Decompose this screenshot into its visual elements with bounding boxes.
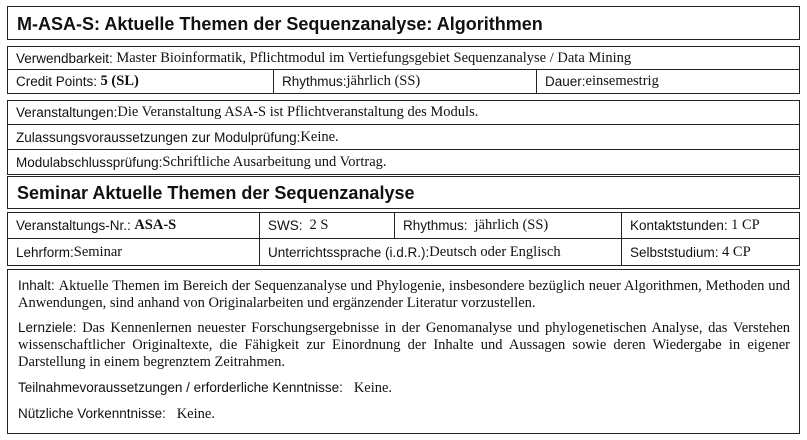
- selbststudium-label: Selbststudium:: [630, 244, 719, 260]
- inhalt-value: Aktuelle Themen im Bereich der Sequenzanalyse und Phylogenie, insbesondere bezüglich neuer Algorithmen, Methoden und Anwendungen, sind anhand von Originalarbeiten und ergänzender Literatur vorzustellen.: [18, 278, 790, 311]
- veranstaltungs-nr-cell: [8, 213, 259, 238]
- lernziele-paragraph: [18, 319, 790, 371]
- teilnahme-paragraph: [18, 379, 790, 397]
- kontaktstunden-label: Kontaktstunden:: [630, 218, 728, 233]
- sws-label: SWS:: [268, 218, 303, 233]
- lernziele-label: Lernziele:: [18, 320, 77, 335]
- unterrichtssprache-cell: [259, 239, 621, 265]
- module-header: [7, 6, 800, 40]
- zulassung-row: [7, 125, 800, 150]
- abschluss-value: Schriftliche Ausarbeitung und Vortrag.: [162, 153, 387, 170]
- sws-value: 2 S: [309, 217, 329, 233]
- verwendbarkeit-row: [7, 46, 800, 70]
- zulassung-value: Keine.: [300, 128, 339, 145]
- abschluss-cell: [8, 150, 799, 174]
- selbststudium-cell: [621, 239, 799, 265]
- teilnahme-label: Teilnahmevoraussetzungen / erforderliche Kenntnisse:: [18, 380, 343, 395]
- teilnahme-value: Keine.: [353, 380, 393, 396]
- seminar-rhythmus-cell: [394, 213, 621, 238]
- dauer-cell: [536, 70, 799, 93]
- abschluss-row: [7, 150, 800, 175]
- lehrform-value: Seminar: [73, 243, 123, 260]
- verwendbarkeit-label: Verwendbarkeit:: [16, 50, 113, 66]
- credit-points-value: 5 (SL): [100, 73, 139, 89]
- veranstaltungs-nr-value: ASA-S: [134, 217, 177, 233]
- unterrichtssprache-value: Deutsch oder Englisch: [429, 243, 561, 260]
- selbststudium-value: 4 CP: [722, 243, 751, 260]
- kontaktstunden-cell: [621, 213, 799, 238]
- seminar-title: Seminar Aktuelle Themen der Sequenzanalyse: [17, 183, 415, 203]
- rhythmus-cell: [273, 70, 536, 93]
- veranstaltungen-cell: [8, 101, 799, 124]
- credit-points-cell: [8, 70, 273, 93]
- dauer-label: Dauer:: [545, 74, 586, 89]
- unterrichtssprache-label: Unterrichtssprache (i.d.R.):: [268, 244, 430, 260]
- lernziele-value: Das Kennenlernen neuester Forschungsergebnisse in der Genomanalyse und phylogenetischen Analyse, das Verstehen wissenschaftlicher Originaltexte, die Fähigkeit zur Einordnung der Inhalte und Aussagen sowie deren Wiedergabe in eigener Darstellung in einem begrenztem Zeitrahmen.: [18, 320, 791, 370]
- veranstaltungs-nr-label: Veranstaltungs-Nr.:: [16, 218, 131, 233]
- seminar-row-2: [7, 239, 800, 266]
- abschluss-label: Modulabschlussprüfung:: [16, 154, 163, 170]
- veranstaltungen-label: Veranstaltungen:: [16, 105, 118, 120]
- vorkenntnisse-value: Keine.: [176, 406, 215, 422]
- verwendbarkeit-cell: [8, 47, 799, 69]
- rhythmus-label: Rhythmus:: [282, 74, 347, 89]
- zulassung-cell: [8, 125, 799, 149]
- dauer-value: einsemestrig: [585, 73, 659, 89]
- credit-points-label: Credit Points:: [16, 74, 98, 89]
- kontaktstunden-value: 1 CP: [731, 217, 760, 233]
- zulassung-label: Zulassungsvoraussetzungen zur Modulprüfung:: [16, 129, 301, 145]
- veranstaltungen-row: [7, 100, 800, 125]
- seminar-header: [7, 176, 800, 209]
- vorkenntnisse-paragraph: [18, 405, 790, 423]
- seminar-rhythmus-value: jährlich (SS): [474, 217, 549, 233]
- vorkenntnisse-label: Nützliche Vorkenntnisse:: [18, 406, 166, 421]
- inhalt-paragraph: [18, 277, 790, 312]
- inhalt-label: Inhalt:: [18, 278, 55, 293]
- lehrform-label: Lehrform:: [16, 244, 74, 260]
- seminar-row-1: [7, 212, 800, 239]
- content-box: [7, 269, 800, 434]
- veranstaltungen-value: Die Veranstaltung ASA-S ist Pflichtveranstaltung des Moduls.: [117, 104, 479, 120]
- lehrform-cell: [8, 239, 259, 265]
- credit-row: [7, 70, 800, 94]
- verwendbarkeit-value: Master Bioinformatik, Pflichtmodul im Vertiefungsgebiet Sequenzanalyse / Data Mining: [116, 49, 632, 66]
- seminar-rhythmus-label: Rhythmus:: [403, 218, 468, 233]
- sws-cell: [259, 213, 394, 238]
- rhythmus-value: jährlich (SS): [346, 73, 421, 89]
- module-title: M-ASA-S: Aktuelle Themen der Sequenzanalyse: Algorithmen: [17, 14, 543, 34]
